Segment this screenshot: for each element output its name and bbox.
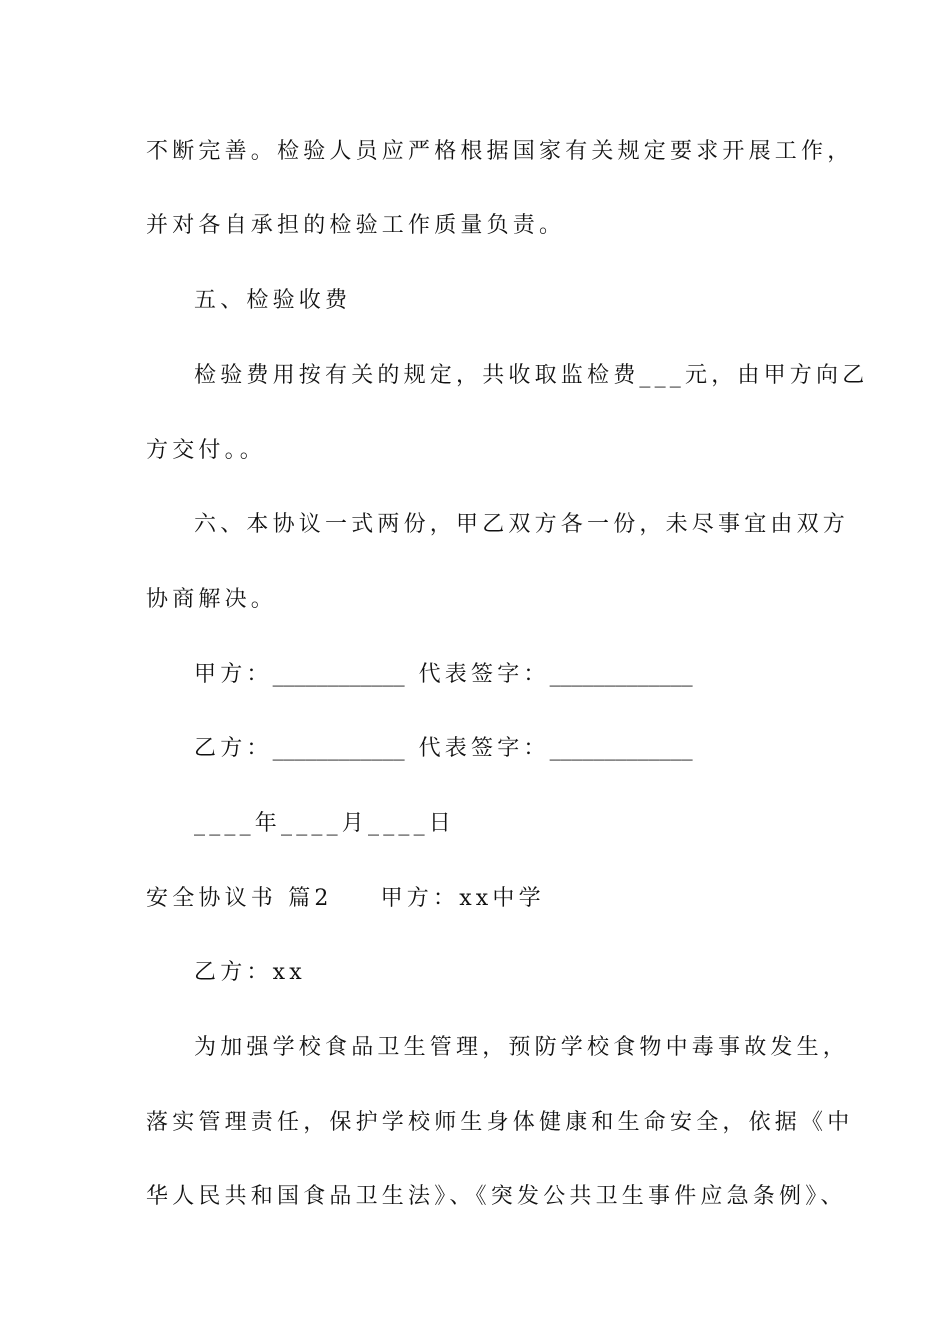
date-line: ____年____月____日 [194,811,456,836]
section2-party-b: 乙方：xx [194,960,306,985]
paragraph-line: 不断完善。检验人员应严格根据国家有关规定要求开展工作， [146,139,854,164]
paragraph-line: 协商解决。 [146,587,278,612]
party-a-blank: ____________ [272,662,405,687]
paragraph-line: 方交付。。 [146,438,267,463]
party-a-rep-label: 代表签字： [418,662,550,687]
party-b-rep-blank: _____________ [549,736,693,761]
party-b-blank: ____________ [272,736,405,761]
section2-header-line [146,884,545,914]
signature-row-party-a [194,660,693,690]
party-a-rep-blank: _____________ [549,662,693,687]
paragraph-line: 落实管理责任，保护学校师生身体健康和生命安全，依据《中 [146,1110,854,1135]
paragraph-line: 检验费用按有关的规定，共收取监检费___元，由甲方向乙 [194,363,869,388]
paragraph-line: 华人民共和国食品卫生法》、《突发公共卫生事件应急条例》、 [146,1184,847,1209]
section-heading: 五、检验收费 [194,288,352,313]
signature-row-party-b [194,734,693,764]
paragraph-line: 并对各自承担的检验工作质量负责。 [146,213,566,238]
section2-party-a: 甲方：xx中学 [380,886,545,911]
party-a-label: 甲方： [194,662,273,687]
party-b-label: 乙方： [194,736,273,761]
paragraph-line: 为加强学校食品卫生管理，预防学校食物中毒事故发生， [194,1035,850,1060]
section2-title: 安全协议书 篇2 [146,886,333,911]
party-b-rep-label: 代表签字： [418,736,550,761]
paragraph-line: 六、本协议一式两份，甲乙双方各一份，未尽事宜由双方 [194,512,850,537]
